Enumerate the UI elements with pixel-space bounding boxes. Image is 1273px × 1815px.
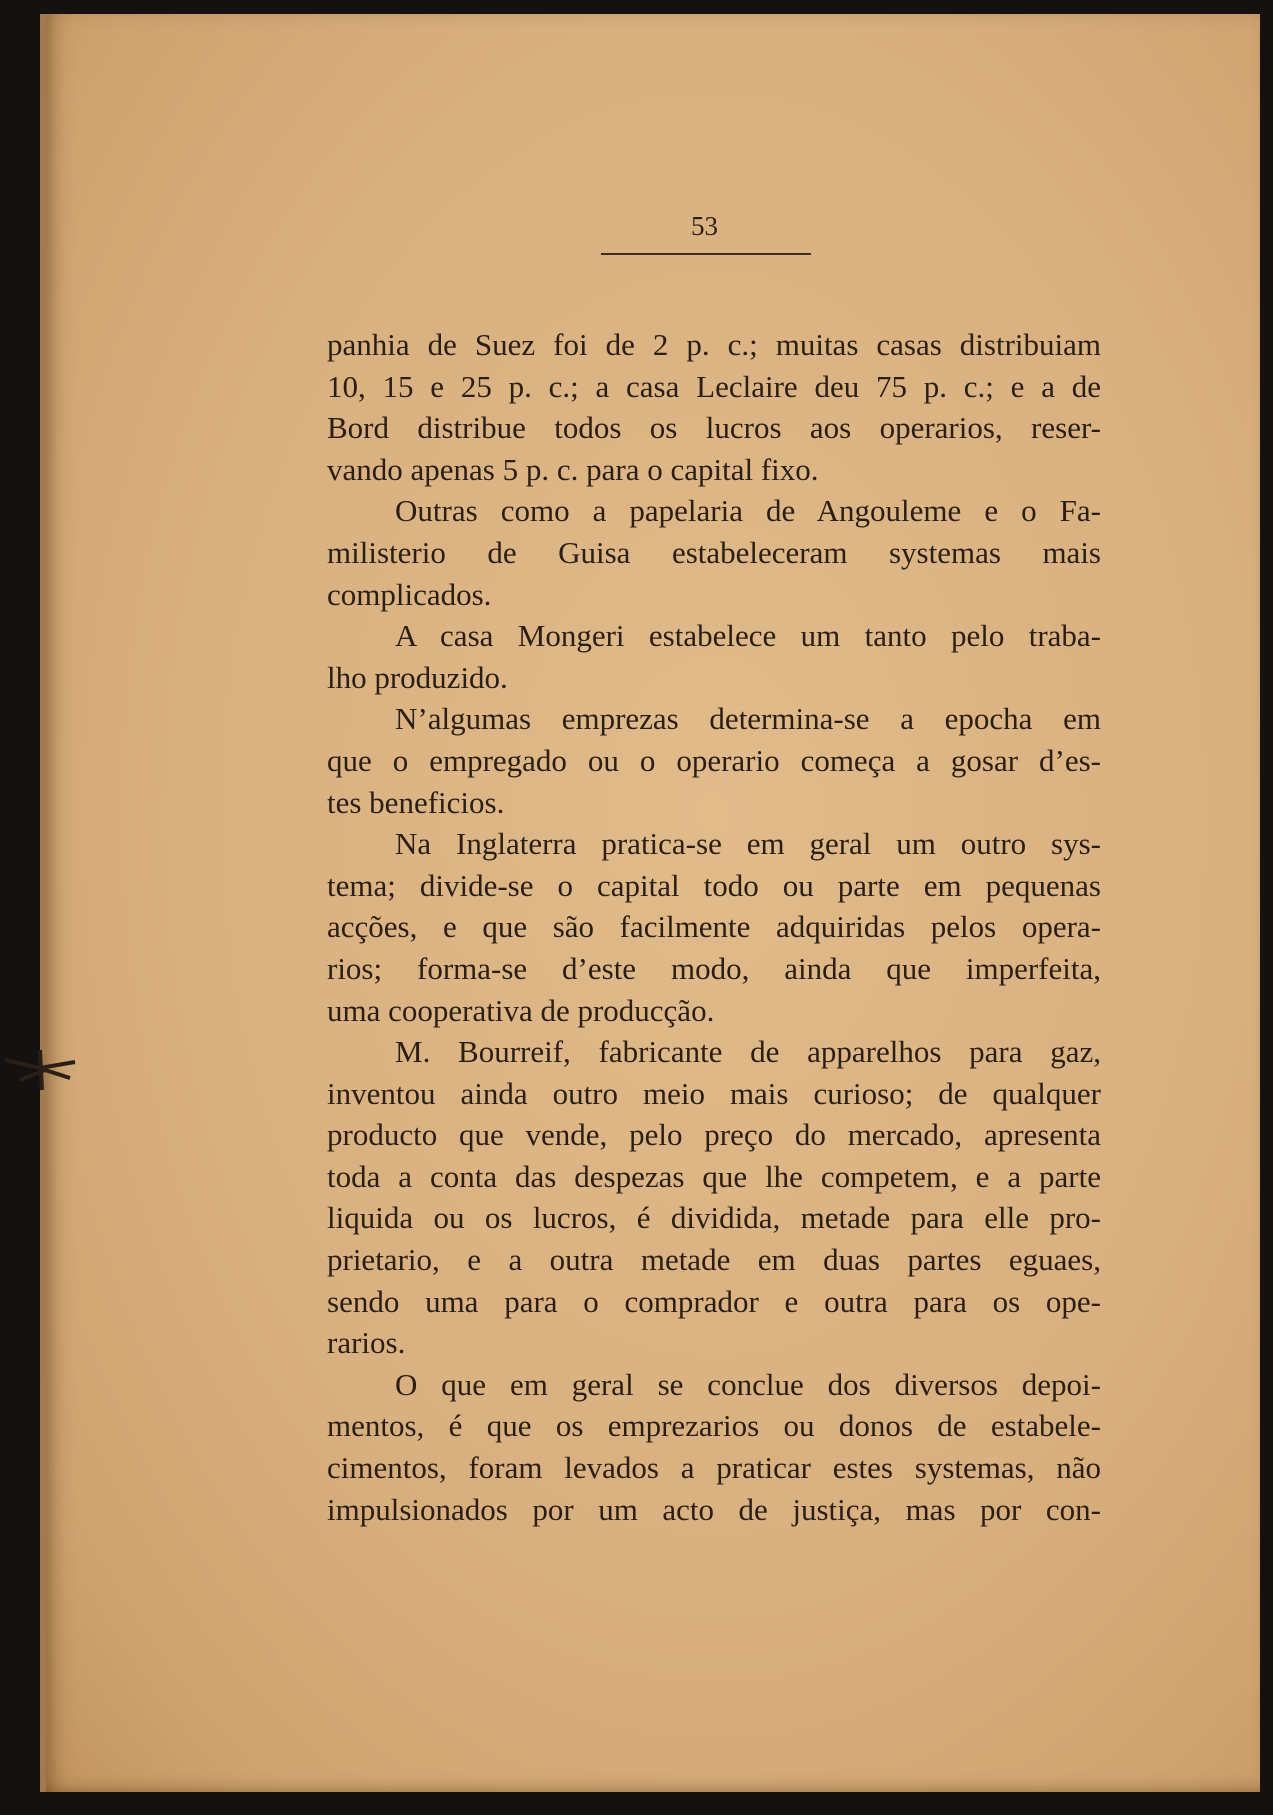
text-line: Na Inglaterra pratica-se em geral um outro sys- xyxy=(395,826,1101,862)
text-line: Outras como a papelaria de Angouleme e o Fa- xyxy=(395,493,1101,529)
text-line: O que em geral se conclue dos diversos depoi- xyxy=(395,1366,1101,1402)
text-line: tema; divide-se o capital todo ou parte em pequenas xyxy=(327,867,1101,903)
header-rule xyxy=(601,253,811,255)
text-line: milisterio de Guisa estabeleceram systemas mais xyxy=(327,534,1101,570)
text-line: liquida ou os lucros, é dividida, metade para elle pro- xyxy=(327,1200,1101,1236)
text-line: mentos, é que os emprezarios ou donos de estabele- xyxy=(327,1408,1101,1444)
book-page xyxy=(40,14,1260,1792)
text-line: complicados. xyxy=(327,576,492,612)
text-line: sendo uma para o comprador e outra para os ope- xyxy=(327,1283,1101,1319)
text-line: acções, e que são facilmente adquiridas pelos opera- xyxy=(327,909,1101,945)
text-line: prietario, e a outra metade em duas partes eguaes, xyxy=(327,1242,1101,1278)
text-line: N’algumas emprezas determina-se a epocha em xyxy=(395,701,1101,737)
text-line: Bord distribue todos os lucros aos operarios, reser- xyxy=(327,410,1101,446)
text-line: toda a conta das despezas que lhe competem, e a parte xyxy=(327,1158,1101,1194)
body-text xyxy=(327,324,1101,1530)
text-line: inventou ainda outro meio mais curioso; de qualquer xyxy=(327,1075,1101,1111)
text-line: rarios. xyxy=(327,1325,406,1361)
page-number: 53 xyxy=(691,211,718,241)
text-line: rios; forma-se d’este modo, ainda que imperfeita, xyxy=(327,950,1101,986)
text-line: 10, 15 e 25 p. c.; a casa Leclaire deu 75 p. c.; e a de xyxy=(327,368,1101,404)
text-line: vando apenas 5 p. c. para o capital fixo. xyxy=(327,451,819,487)
text-line: panhia de Suez foi de 2 p. c.; muitas casas distribuiam xyxy=(327,327,1101,362)
text-line: cimentos, foram levados a praticar estes systemas, não xyxy=(327,1450,1101,1486)
text-line: tes beneficios. xyxy=(327,784,505,820)
text-line: uma cooperativa de producção. xyxy=(327,992,715,1028)
text-line: M. Bourreif, fabricante de apparelhos para gaz, xyxy=(395,1034,1101,1070)
text-line: que o empregado ou o operario começa a gosar d’es- xyxy=(327,742,1101,778)
binding-thread-mark xyxy=(0,1040,90,1100)
text-line: A casa Mongeri estabelece um tanto pelo traba- xyxy=(395,618,1101,654)
text-line: producto que vende, pelo preço do mercado, apresenta xyxy=(327,1117,1101,1153)
text-line: lho produzido. xyxy=(327,659,508,695)
text-line: impulsionados por um acto de justiça, mas por con- xyxy=(327,1491,1101,1527)
